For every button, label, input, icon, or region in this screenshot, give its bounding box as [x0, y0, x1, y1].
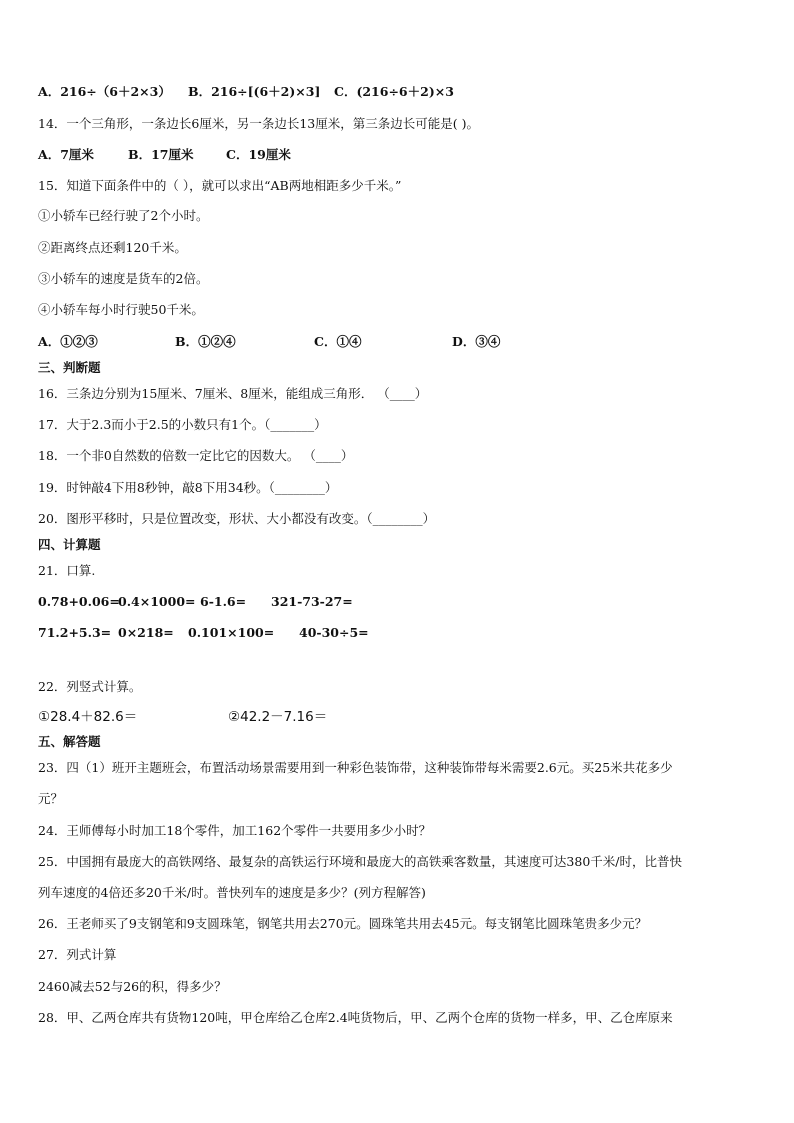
q21-row1-item-1: 0.78+0.06= — [38, 594, 120, 609]
q21-row2-item-4: 40-30÷5= — [299, 625, 369, 640]
q23-line-1: 23．四（1）班开主题班会，布置活动场景需要用到一种彩色装饰带，这种装饰带每米需要2.6元。买25米共花多少 — [38, 760, 673, 775]
q15-text: 15．知道下面条件中的（ ），就可以求出“AB两地相距多少千米。” — [38, 178, 402, 193]
q22-item-1: ①28.4＋82.6＝ — [38, 709, 138, 725]
q19-text: 19．时钟敲4下用8秒钟，敲8下用34秒。（________） — [38, 480, 338, 495]
q13-options — [38, 84, 454, 100]
q15-option-d: D．③④ — [452, 334, 501, 349]
q14-text: 14．一个三角形，一条边长6厘米，另一条边长13厘米，第三条边长可能是( )。 — [38, 116, 479, 131]
section-judgement-heading: 三、判断题 — [38, 360, 101, 375]
q27-text: 2460减去52与26的积，得多少？ — [38, 979, 227, 994]
q17-text: 17．大于2.3而小于2.5的小数只有1个。（_______） — [38, 417, 327, 432]
q26-text: 26．王老师买了9支钢笔和9支圆珠笔，钢笔共用去270元。圆珠笔共用去45元。每支钢笔比圆珠笔贵多少元？ — [38, 916, 648, 931]
q21-row2-item-1: 71.2+5.3= — [38, 625, 112, 640]
q21-row1-item-4: 321-73-27= — [271, 594, 353, 609]
q25-line-2: 列车速度的4倍还多20千米/时。普快列车的速度是多少？(列方程解答) — [38, 885, 426, 900]
q21-row2-item-2: 0×218= — [118, 625, 174, 640]
section-answer-heading: 五、解答题 — [38, 734, 101, 749]
q15-option-a: A．①②③ — [38, 334, 98, 349]
q15-option-b: B．①②④ — [175, 334, 236, 349]
q27-title: 27．列式计算 — [38, 947, 117, 962]
q14-option-a: A．7厘米 — [38, 147, 94, 162]
q24-text: 24．王师傅每小时加工18个零件，加工162个零件一共要用多少小时？ — [38, 823, 432, 838]
q13-option-c: C．(216÷6＋2)×3 — [334, 84, 454, 99]
q14-option-c: C．19厘米 — [226, 147, 291, 162]
q21-row2-item-3: 0.101×100= — [188, 625, 275, 640]
q25-line-1: 25．中国拥有最庞大的高铁网络、最复杂的高铁运行环境和最庞大的高铁乘客数量，其速度可达380千米/时，比普快 — [38, 854, 682, 869]
q22-item-2: ②42.2－7.16＝ — [228, 709, 328, 725]
q22-title: 22．列竖式计算。 — [38, 679, 142, 694]
q23-line-2: 元？ — [38, 791, 64, 806]
q13-option-a: A．216÷（6＋2×3） — [38, 84, 171, 99]
q15-options — [38, 334, 500, 350]
q15-condition-4: ④小轿车每小时行驶50千米。 — [38, 302, 204, 317]
q18-text: 18．一个非0自然数的倍数一定比它的因数大。 （____） — [38, 448, 354, 463]
q28-text: 28．甲、乙两仓库共有货物120吨，甲仓库给乙仓库2.4吨货物后，甲、乙两个仓库的货物一样多，甲、乙仓库原来 — [38, 1010, 673, 1025]
q21-row1-item-2: 0.4×1000= — [118, 594, 196, 609]
q15-condition-3: ③小轿车的速度是货车的2倍。 — [38, 271, 209, 286]
q21-row1-item-3: 6-1.6= — [200, 594, 247, 609]
q21-title: 21．口算. — [38, 563, 96, 578]
section-calculation-heading: 四、计算题 — [38, 537, 101, 552]
q20-text: 20．图形平移时，只是位置改变，形状、大小都没有改变。（________） — [38, 511, 436, 526]
q13-option-b: B．216÷[(6＋2)×3] — [188, 84, 321, 99]
q15-condition-1: ①小轿车已经行驶了2个小时。 — [38, 208, 209, 223]
q15-condition-2: ②距离终点还剩120千米。 — [38, 240, 187, 255]
q15-option-c: C．①④ — [314, 334, 362, 349]
q16-text: 16．三条边分别为15厘米、7厘米、8厘米，能组成三角形． （____） — [38, 386, 428, 401]
q14-option-b: B．17厘米 — [128, 147, 194, 162]
q14-options — [38, 147, 291, 163]
